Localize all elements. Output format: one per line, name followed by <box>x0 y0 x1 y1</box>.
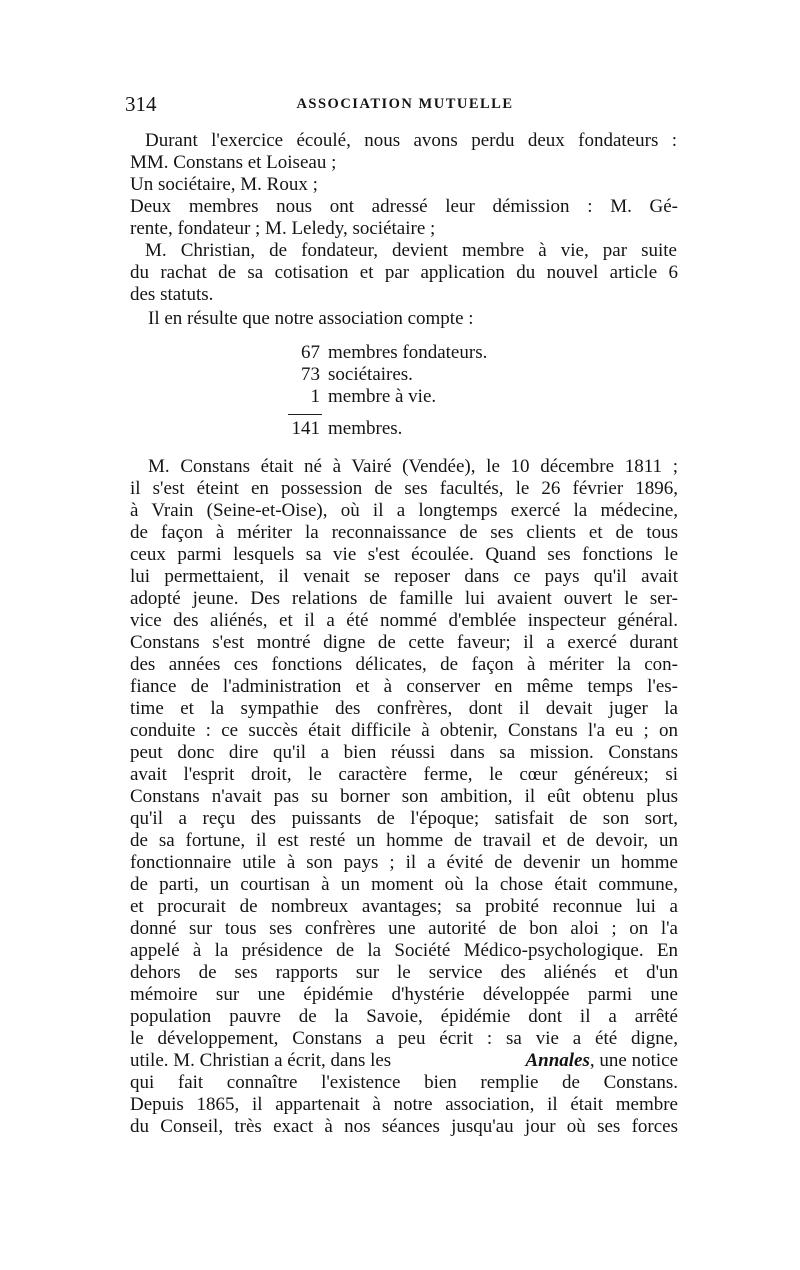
text-line: Durant l'exercice écoulé, nous avons perdu deux fondateurs : <box>145 130 677 151</box>
tally-count: 73 <box>301 364 320 385</box>
text-line: conduite : ce succès était difficile à obtenir, Constans l'a eu ; on <box>130 720 678 741</box>
total-count: 141 <box>291 418 320 439</box>
text-line: Un sociétaire, M. Roux ; <box>130 174 318 195</box>
text-line: M. Constans était né à Vairé (Vendée), le 10 décembre 1811 ; <box>148 456 678 477</box>
text-line: dehors de ses rapports sur le service des aliénés et d'un <box>130 962 678 983</box>
text-fragment: , une notice <box>589 1050 678 1071</box>
text-line: M. Christian, de fondateur, devient membre à vie, par suite <box>145 240 677 261</box>
sum-rule <box>288 414 322 415</box>
total-label: membres. <box>328 418 403 439</box>
text-line: de parti, un courtisan à un moment où la chose était commune, <box>130 874 678 895</box>
text-line: de sa fortune, il est resté un homme de travail et de devoir, un <box>130 830 678 851</box>
text-line: du Conseil, très exact à nos séances jusqu'au jour où ses forces <box>130 1116 678 1137</box>
text-line: Il en résulte que notre association compte : <box>148 308 474 329</box>
page-number: 314 <box>125 92 157 116</box>
text-line: et procurait de nombreux avantages; sa probité reconnue lui a <box>130 896 678 917</box>
text-line: de façon à mériter la reconnaissance de ses clients et de tous <box>130 522 678 543</box>
text-line: mémoire sur une épidémie d'hystérie développée parmi une <box>130 984 678 1005</box>
text-line: time et la sympathie des confrères, dont il devait juger la <box>130 698 678 719</box>
page-header <box>125 92 685 120</box>
text-line: Depuis 1865, il appartenait à notre association, il était membre <box>130 1094 678 1115</box>
text-line: ceux parmi lesquels sa vie s'est écoulée. Quand ses fonctions le <box>130 544 678 565</box>
text-line: fonctionnaire utile à son pays ; il a évité de devenir un homme <box>130 852 678 873</box>
tally-label: membre à vie. <box>328 386 437 407</box>
tally-label: membres fondateurs. <box>328 342 488 363</box>
annales-title: Annales <box>525 1050 590 1071</box>
text-line: qui fait connaître l'existence bien remplie de Constans. <box>130 1072 678 1093</box>
text-line: le développement, Constans a peu écrit : sa vie a été digne, <box>130 1028 678 1049</box>
text-line: Constans s'est montré digne de cette faveur; il a exercé durant <box>130 632 678 653</box>
text-line: rente, fondateur ; M. Leledy, sociétaire ; <box>130 218 436 239</box>
text-line: population pauvre de la Savoie, épidémie dont il a arrêté <box>130 1006 678 1027</box>
text-line: peut donc dire qu'il a bien réussi dans sa mission. Constans <box>130 742 678 763</box>
tally-row <box>280 342 580 364</box>
tally-total <box>280 418 580 440</box>
text-fragment: utile. M. Christian a écrit, dans les <box>130 1050 392 1071</box>
text-line: Deux membres nous ont adressé leur démission : M. Gé- <box>130 196 678 217</box>
text-line: du rachat de sa cotisation et par application du nouvel article 6 <box>130 262 678 283</box>
text-line: vice des aliénés, et il a été nommé d'emblée inspecteur général. <box>130 610 678 631</box>
tally-row <box>280 386 580 408</box>
text-line: des années ces fonctions délicates, de façon à mériter la con- <box>130 654 678 675</box>
text-line: appelé à la présidence de la Société Médico-psychologique. En <box>130 940 678 961</box>
text-line: qu'il a reçu des puissants de l'époque; satisfait de son sort, <box>130 808 678 829</box>
text-line: donné sur tous ses confrères une autorité de bon aloi ; on l'a <box>130 918 678 939</box>
running-title: ASSOCIATION MUTUELLE <box>296 96 514 112</box>
text-line: des statuts. <box>130 284 214 305</box>
tally-count: 67 <box>301 342 320 363</box>
text-line: à Vrain (Seine-et-Oise), où il a longtemps exercé la médecine, <box>130 500 678 521</box>
text-line <box>130 1050 678 1072</box>
text-line: adopté jeune. Des relations de famille lui avaient ouvert le ser- <box>130 588 678 609</box>
text-line: Constans n'avait pas su borner son ambition, il eût obtenu plus <box>130 786 678 807</box>
text-line: il s'est éteint en possession de ses facultés, le 26 février 1896, <box>130 478 678 499</box>
text-line: lui permettaient, il venait se reposer dans ce pays qu'il avait <box>130 566 678 587</box>
text-line: MM. Constans et Loiseau ; <box>130 152 337 173</box>
text-line: avait l'esprit droit, le caractère ferme, le cœur généreux; si <box>130 764 678 785</box>
tally-count: 1 <box>310 386 320 407</box>
tally-row <box>280 364 580 386</box>
annales-reference <box>525 1050 678 1072</box>
tally-label: sociétaires. <box>328 364 413 385</box>
text-line: fiance de l'administration et à conserver en même temps l'es- <box>130 676 678 697</box>
